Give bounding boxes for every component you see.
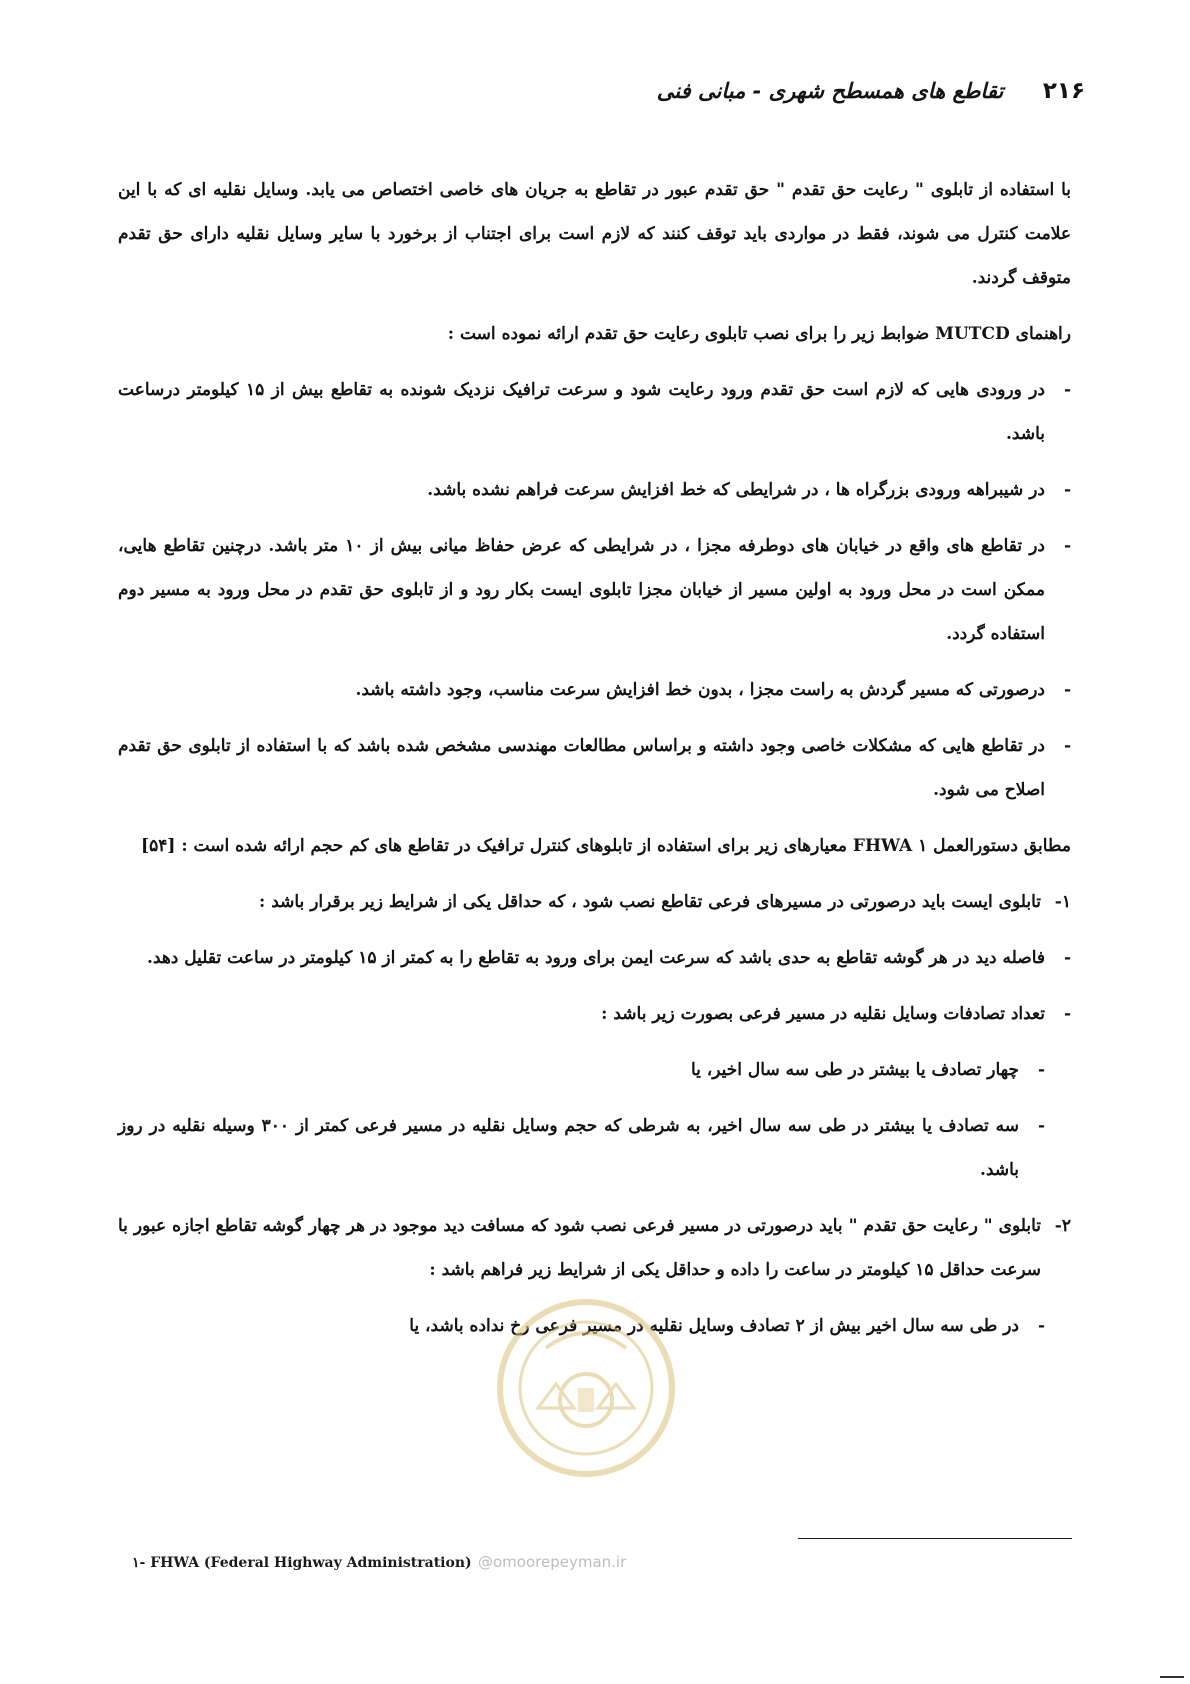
list-item — [118, 468, 1071, 512]
watermark-url: @omoorepeyman.ir — [478, 1553, 627, 1571]
numbered-item-text: تابلوی ایست باید درصورتی در مسیرهای فرعی تقاطع نصب شود ، که حداقل یکی از شرایط زیر برقرار باشد : — [259, 892, 1041, 912]
list-item-text: تعداد تصادفات وسایل نقلیه در مسیر فرعی بصورت زیر باشد : — [601, 1004, 1045, 1024]
list-item — [118, 724, 1071, 812]
numbered-item — [118, 1204, 1071, 1292]
sub-list-item-text: سه تصادف یا بیشتر در طی سه سال اخیر، به شرطی که حجم وسایل نقلیه در مسیر فرعی کمتر از ۳۰۰ وسیله نقلیه در روز باشد. — [118, 1116, 1019, 1180]
paragraph-mutcd-criteria: راهنمای MUTCD ضوابط زیر را برای نصب تابلوی رعایت حق تقدم ارائه نموده است : — [447, 324, 1071, 344]
list-item — [118, 668, 1071, 712]
list-item-text: درصورتی که مسیر گردش به راست مجزا ، بدون خط افزایش سرعت مناسب، وجود داشته باشد. — [355, 680, 1045, 700]
list-item — [118, 936, 1071, 980]
corner-mark — [1160, 1676, 1184, 1678]
dash-marker: - — [1037, 1116, 1045, 1136]
dash-marker: - — [1063, 1004, 1071, 1024]
number-marker: ۲- — [1054, 1216, 1071, 1236]
paragraph-yield-sign-intro: با استفاده از تابلوی " رعایت حق تقدم " حق تقدم عبور در تقاطع به جریان های خاصی اختصاص می یابد. وسایل نقلیه ای که با این علامت کنترل می شوند، فقط در مواردی باید توقف کنند که لازم است برای اجتناب از برخورد با سایر وسایل نقلیه دارای حق تقدم متوقف گردند. — [118, 180, 1071, 288]
list-item-text: در شیبراهه ورودی بزرگراه ها ، در شرایطی که خط افزایش سرعت فراهم نشده باشد. — [427, 480, 1045, 500]
list-item — [118, 992, 1071, 1036]
sub-list-item-text: در طی سه سال اخیر بیش از ۲ تصادف وسایل نقلیه در مسیر فرعی رخ نداده باشد، یا — [409, 1316, 1019, 1336]
dash-marker: - — [1063, 948, 1071, 968]
dash-marker: - — [1063, 536, 1071, 556]
list-item-text: در تقاطع هایی که مشکلات خاصی وجود داشته و براساس مطالعات مهندسی مشخص شده باشد که با استفاده از تابلوی حق تقدم اصلاح می شود. — [118, 736, 1045, 800]
dash-marker: - — [1063, 380, 1071, 400]
footnote: ۱- FHWA (Federal Highway Administration) — [132, 1555, 472, 1571]
number-marker: ۱- — [1054, 892, 1071, 912]
dash-marker: - — [1037, 1060, 1045, 1080]
dash-marker: - — [1037, 1316, 1045, 1336]
dash-marker: - — [1063, 480, 1071, 500]
paragraph-fhwa-criteria: مطابق دستورالعمل FHWA ۱ معیارهای زیر برای استفاده از تابلوهای کنترل ترافیک در تقاطع های کم حجم ارائه شده است : [۵۴] — [141, 836, 1071, 856]
sub-list-item — [118, 1104, 1071, 1192]
footnote-divider — [798, 1538, 1072, 1539]
numbered-item-text: تابلوی " رعایت حق تقدم " باید درصورتی در مسیر فرعی نصب شود که مسافت دید موجود در هر چهار گوشه تقاطع اجازه عبور با سرعت حداقل ۱۵ کیلومتر در ساعت را داده و حداقل یکی از شرایط زیر فراهم باشد : — [118, 1216, 1041, 1280]
list-item-text: در ورودی هایی که لازم است حق تقدم ورود رعایت شود و سرعت ترافیک نزدیک شونده به تقاطع بیش از ۱۵ کیلومتر درساعت باشد. — [118, 380, 1045, 444]
list-item — [118, 368, 1071, 456]
sub-list-item — [118, 1048, 1071, 1092]
watermark-seal-icon — [486, 1288, 686, 1488]
list-item-text: فاصله دید در هر گوشه تقاطع به حدی باشد که سرعت ایمن برای ورود به تقاطع را به کمتر از ۱۵ کیلومتر در ساعت تقلیل دهد. — [147, 948, 1045, 968]
page-number: ۲۱۶ — [1042, 78, 1085, 104]
page-body — [118, 168, 1071, 1360]
dash-marker: - — [1063, 736, 1071, 756]
dash-marker: - — [1063, 680, 1071, 700]
sub-list-item-text: چهار تصادف یا بیشتر در طی سه سال اخیر، یا — [690, 1060, 1019, 1080]
list-item — [118, 524, 1071, 656]
numbered-item — [118, 880, 1071, 924]
running-title: تقاطع های همسطح شهری - مبانی فنی — [656, 79, 1004, 103]
page-header — [120, 78, 1085, 104]
list-item-text: در تقاطع های واقع در خیابان های دوطرفه مجزا ، در شرایطی که عرض حفاظ میانی بیش از ۱۰ متر باشد. درچنین تقاطع هایی، ممکن است در محل ورود به اولین مسیر از خیابان مجزا تابلوی ایست بکار رود و از تابلوی حق تقدم در محل ورود به مسیر دوم استفاده گردد. — [118, 536, 1045, 644]
